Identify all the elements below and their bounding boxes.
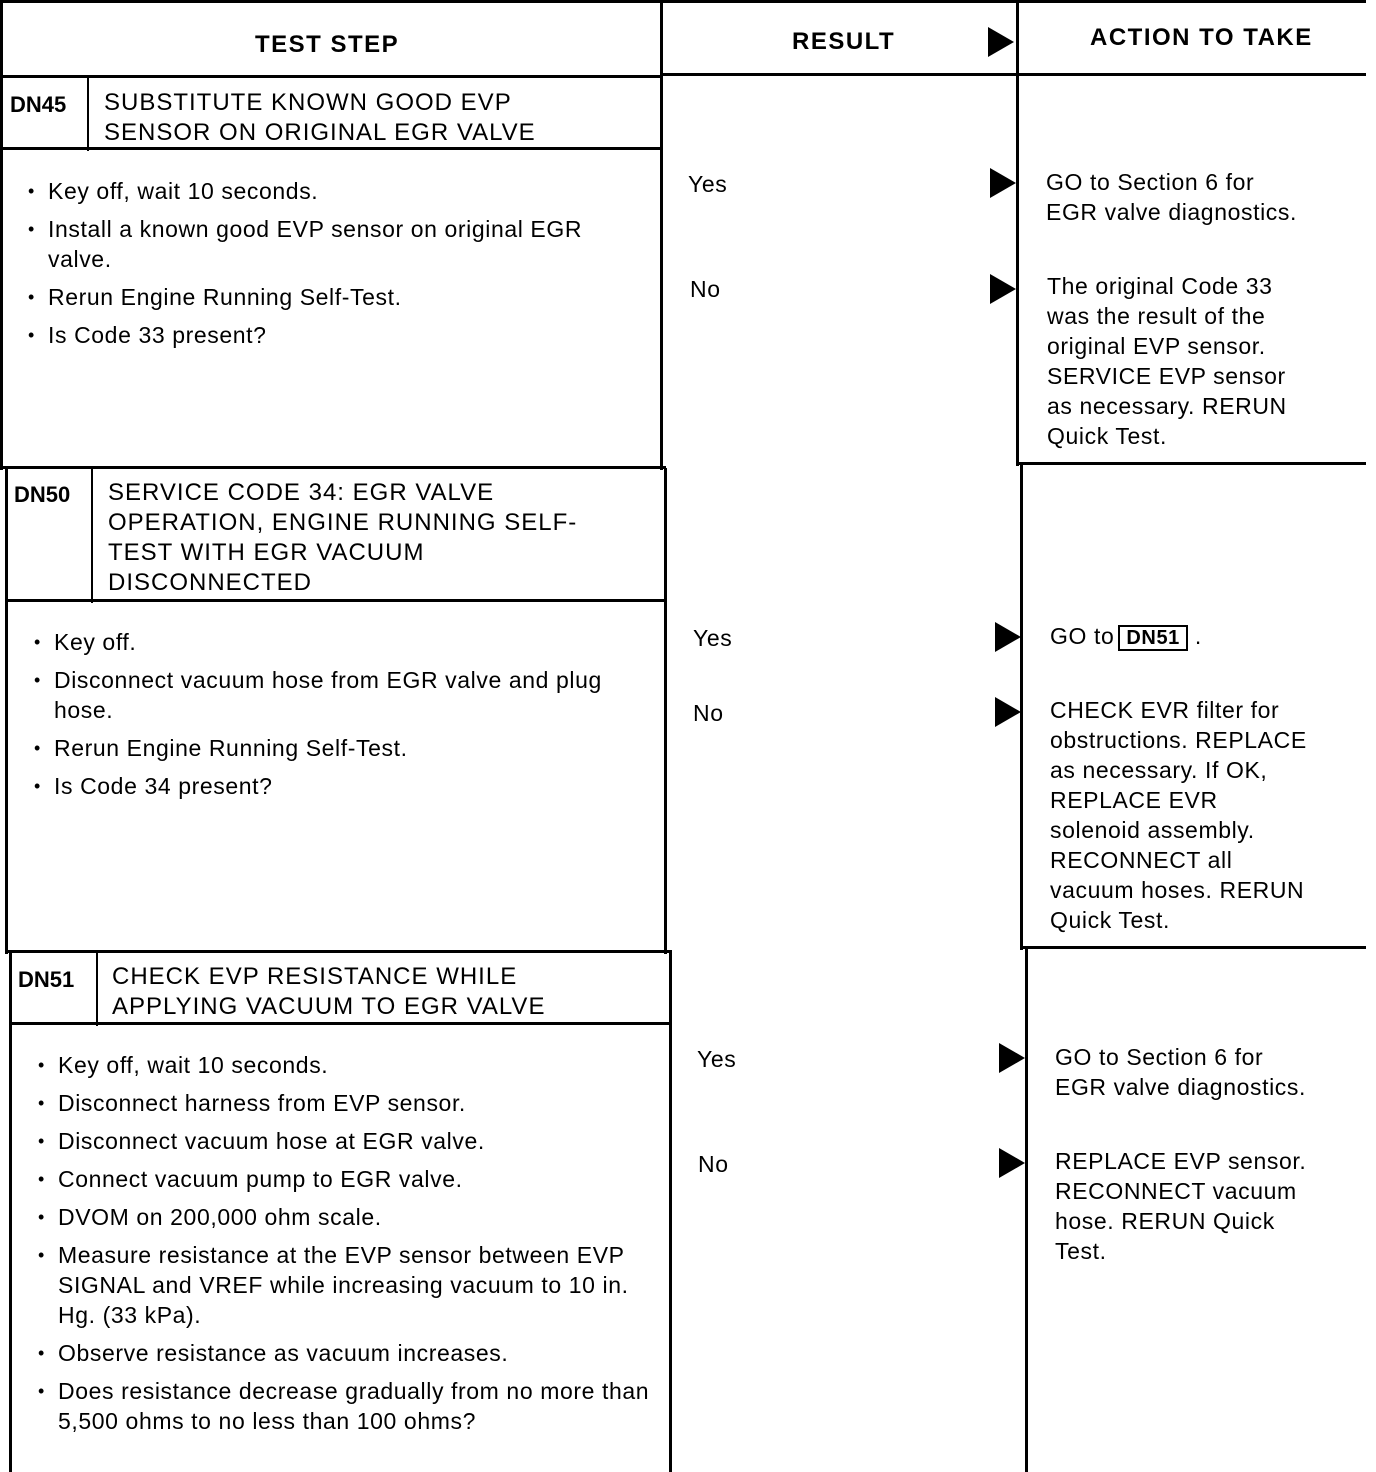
arrow-icon [990,168,1016,198]
instruction-item: • Rerun Engine Running Self-Test. [32,733,652,763]
step-title-line: DISCONNECTED [108,569,313,596]
result-yes: Yes [697,1046,737,1072]
step-title-line: SENSOR ON ORIGINAL EGR VALVE [104,119,536,146]
instruction-item: • Rerun Engine Running Self-Test. [26,282,646,312]
result-no: No [690,276,721,302]
header-test-step: TEST STEP [255,31,400,58]
step-title-line: OPERATION, ENGINE RUNNING SELF- [108,509,578,536]
step-title-line: SUBSTITUTE KNOWN GOOD EVP [104,89,512,116]
col-divider-2c [1025,946,1028,1472]
step-instructions [36,1050,656,1444]
header-rule-left [0,75,662,78]
col-divider-1b [664,468,667,954]
instruction-item: • Does resistance decrease gradually from no more than 5,500 ohms to no less than 100 ohms? [36,1376,656,1436]
header-result: RESULT [792,28,896,55]
result-yes: Yes [693,625,733,651]
step-instructions [26,176,646,358]
instruction-item: • Key off, wait 10 seconds. [36,1050,656,1080]
instruction-item: • Is Code 34 present? [32,771,652,801]
col-divider-1c [669,950,672,1472]
step-title-line: CHECK EVP RESISTANCE WHILE [112,963,518,990]
step-title-line: APPLYING VACUUM TO EGR VALVE [112,993,546,1020]
step-title-line: SERVICE CODE 34: EGR VALVE [108,479,495,506]
dn50-title-rule [5,599,667,602]
dn50-code-divider [91,469,93,603]
step-code: DN51 [18,967,75,992]
step-instructions [32,627,652,809]
left-border-2 [5,468,8,954]
header-rule-right [660,73,1366,76]
instruction-item: • Install a known good EVP sensor on original EGR valve. [26,214,646,274]
row-rule-2-left [5,950,671,953]
step-title-line: TEST WITH EGR VACUUM [108,539,425,566]
arrow-icon [999,1148,1025,1178]
step-code: DN45 [10,92,67,117]
instruction-item: • Is Code 33 present? [26,320,646,350]
top-border [0,0,1366,3]
result-yes: Yes [688,171,728,197]
instruction-item: • Key off, wait 10 seconds. [26,176,646,206]
instruction-item: • Disconnect vacuum hose at EGR valve. [36,1126,656,1156]
instruction-item: • DVOM on 200,000 ohm scale. [36,1202,656,1232]
instruction-item: • Disconnect vacuum hose from EGR valve and plug hose. [32,665,652,725]
result-no: No [693,700,724,726]
dn51-code-divider [96,953,98,1026]
step-code: DN50 [14,482,71,507]
instruction-item: • Disconnect harness from EVP sensor. [36,1088,656,1118]
header-action: ACTION TO TAKE [1090,24,1313,51]
step-title [112,962,545,1022]
instruction-item: • Measure resistance at the EVP sensor between EVP SIGNAL and VREF while increasing vacuum to 10 in. Hg. (33 kPa). [36,1240,656,1330]
header-arrow-icon [988,27,1014,57]
action-no: The original Code 33 was the result of the original EVP sensor. SERVICE EVP sensor as necessary. RERUN Quick Test. [1047,273,1287,449]
action-yes: GO to DN51 . [1050,623,1202,649]
step-reference-badge: DN51 [1118,625,1188,651]
row-rule-2-right [1022,946,1366,949]
left-border-3 [9,950,12,1472]
step-title [108,478,577,598]
action-yes: GO to Section 6 for EGR valve diagnostics. [1055,1044,1306,1100]
row-rule-1-left [0,466,666,469]
arrow-icon [995,622,1021,652]
row-rule-1-right [1018,462,1366,465]
arrow-icon [999,1043,1025,1073]
action-no: CHECK EVR filter for obstructions. REPLACE as necessary. If OK, REPLACE EVR solenoid assembly. RECONNECT all vacuum hoses. RERUN Quick Test. [1050,697,1307,933]
instruction-item: • Connect vacuum pump to EGR valve. [36,1164,656,1194]
arrow-icon [990,274,1016,304]
action-yes: GO to Section 6 for EGR valve diagnostics. [1046,169,1297,225]
dn45-code-divider [87,78,89,151]
step-title [104,88,536,148]
col-divider-2a [1016,0,1019,466]
left-border-1 [0,0,3,470]
dn51-title-rule [9,1022,671,1025]
action-no: REPLACE EVP sensor. RECONNECT vacuum hose. RERUN Quick Test. [1055,1148,1307,1264]
arrow-icon [995,697,1021,727]
result-no: No [698,1151,729,1177]
instruction-item: • Observe resistance as vacuum increases. [36,1338,656,1368]
instruction-item: • Key off. [32,627,652,657]
col-divider-1a [660,0,663,470]
